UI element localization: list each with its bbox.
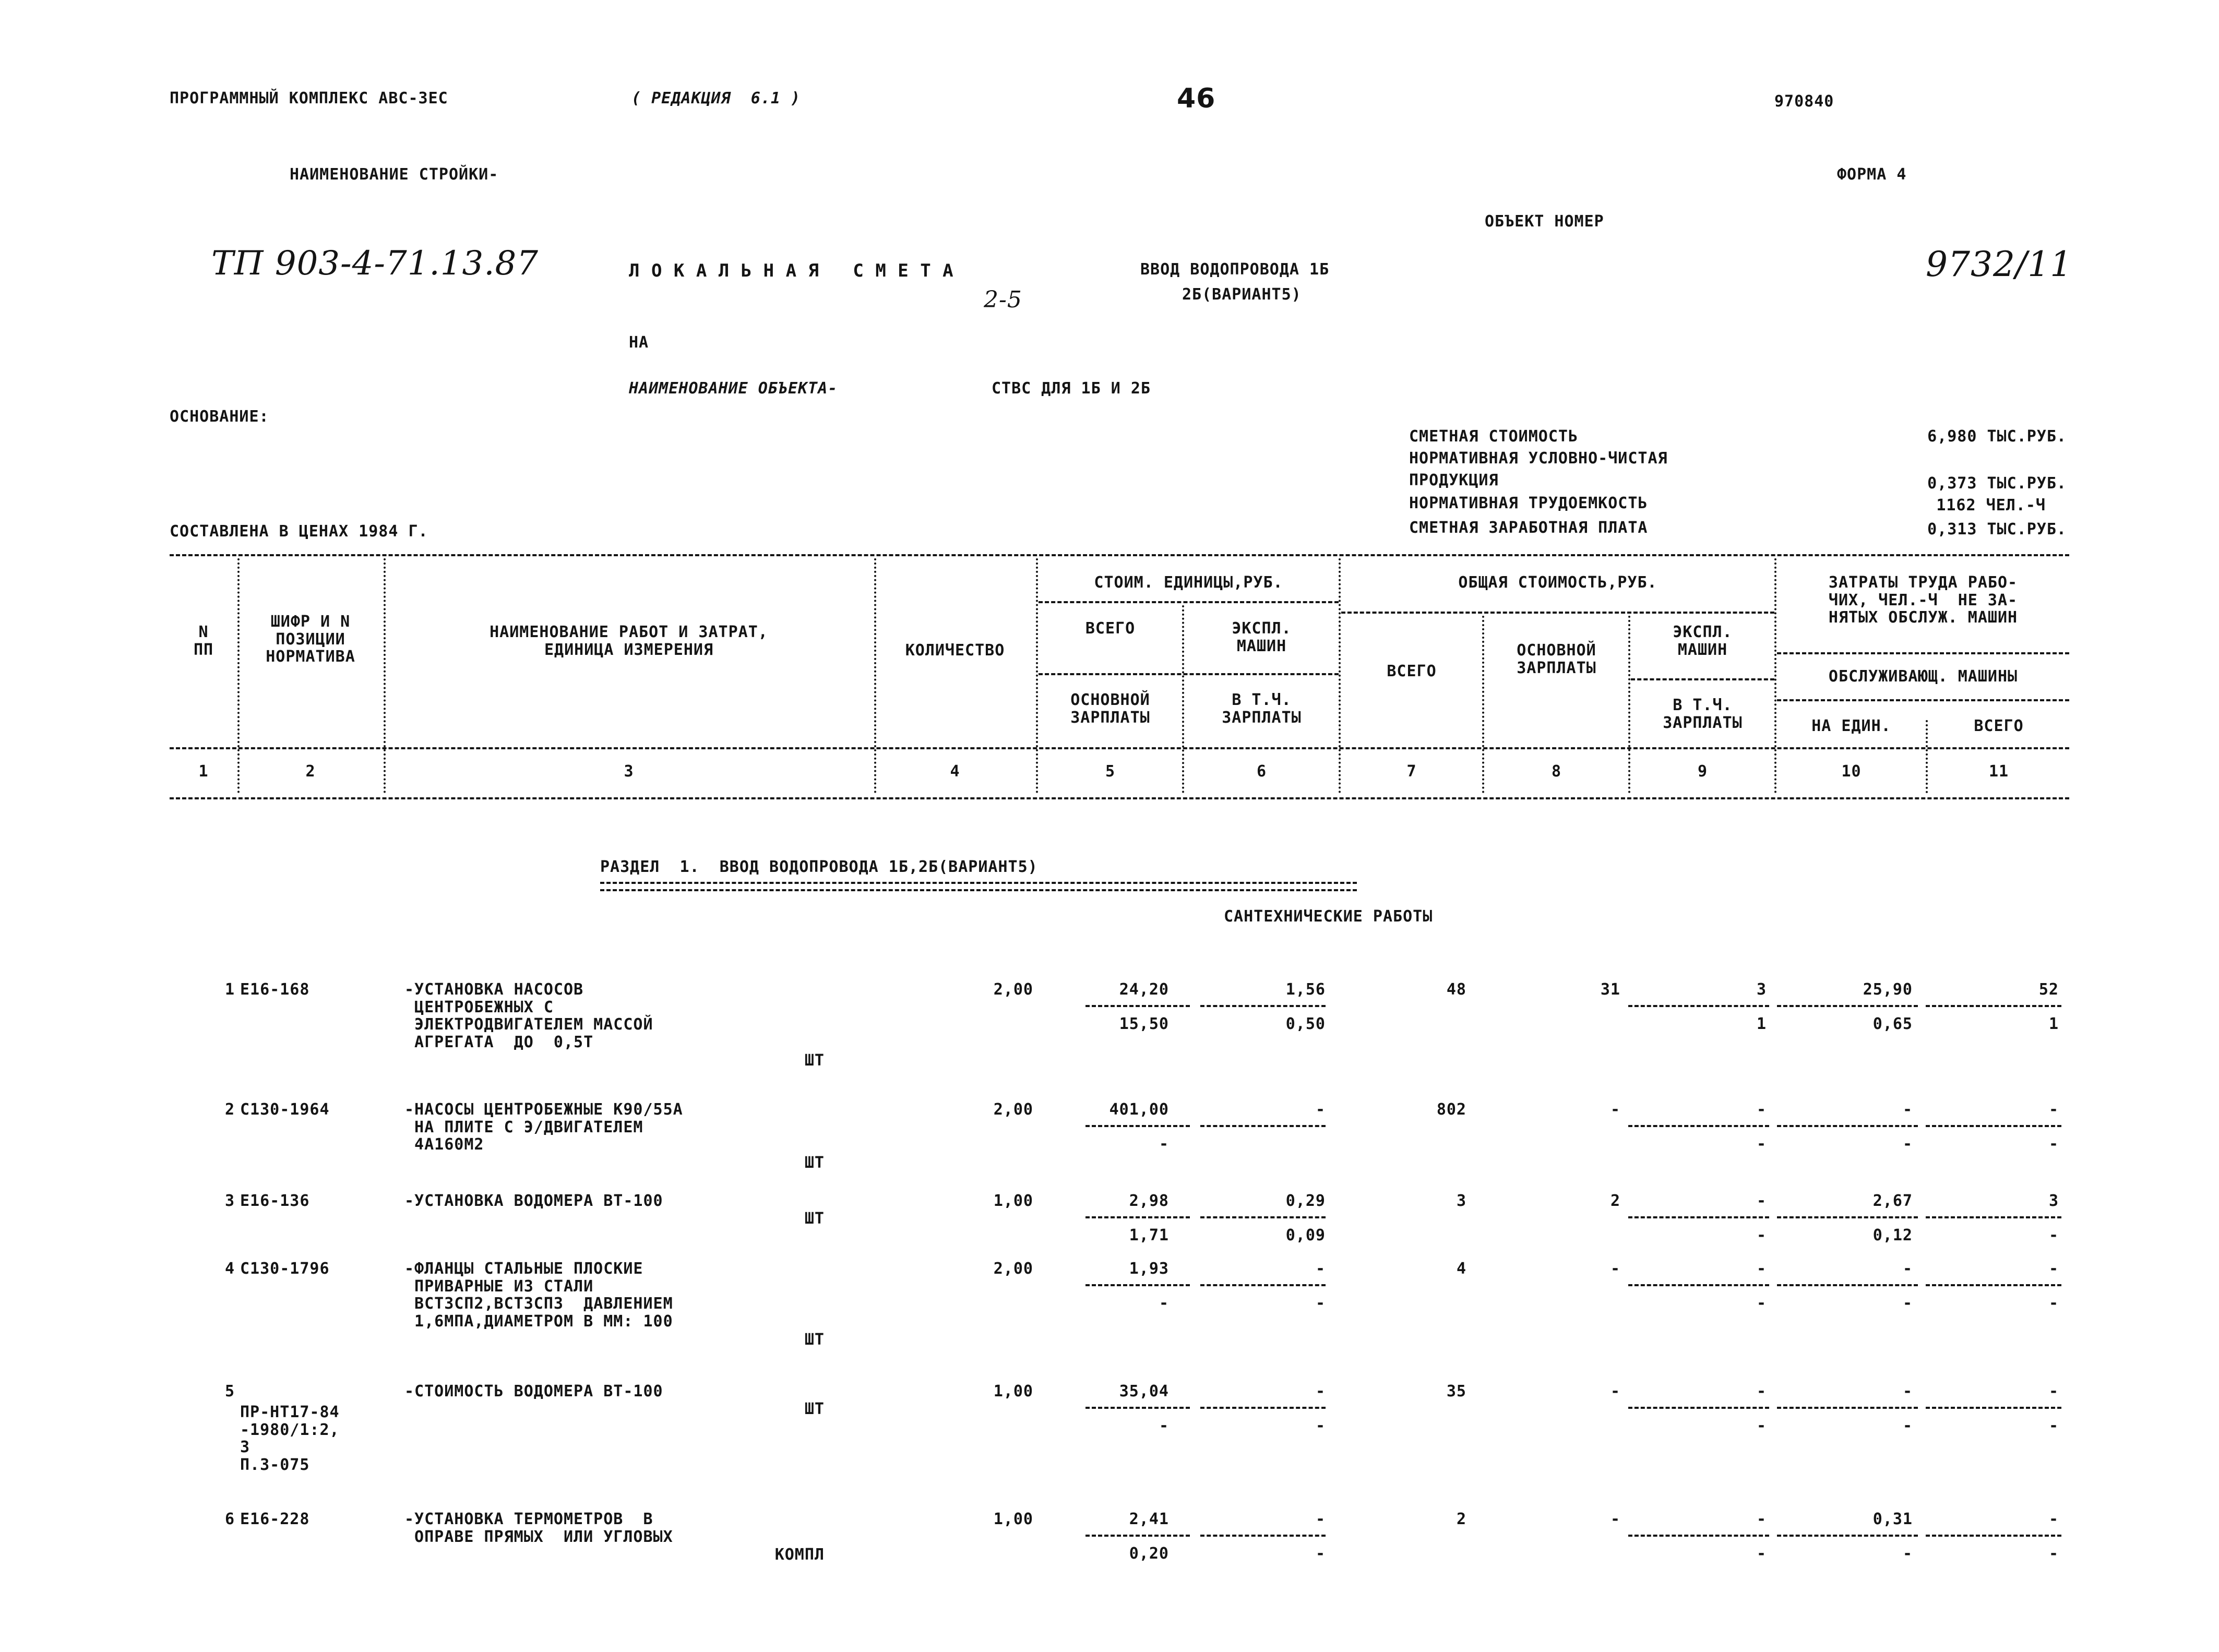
row-c6-lower: -: [1315, 1417, 1326, 1435]
row-name: -УСТАНОВКА НАСОСОВ ЦЕНТРОБЕЖНЫХ С ЭЛЕКТРОДВИГАТЕЛЕМ МАССОЙ АГРЕГАТА ДО 0,5Т: [404, 980, 653, 1051]
row-c7: 2: [1456, 1510, 1466, 1528]
row-name: -НАСОСЫ ЦЕНТРОБЕЖНЫЕ К90/55А НА ПЛИТЕ С Э/ДВИГАТЕЛЕМ 4А160М2: [404, 1100, 683, 1154]
section-title: РАЗДЕЛ 1. ВВОД ВОДОПРОВОДА 1Б,2Б(ВАРИАНТ5): [600, 858, 1038, 876]
row-unit: ШТ: [804, 1331, 825, 1349]
row-c7: 3: [1456, 1192, 1466, 1210]
cell-divider-rule: [1085, 1284, 1190, 1286]
cell-divider-rule: [1926, 1005, 2061, 1007]
col-header-total-mach: ЭКСПЛ. МАШИН: [1673, 623, 1733, 659]
col-header-total-cost: ОБЩАЯ СТОИМОСТЬ,РУБ.: [1458, 573, 1657, 592]
row-c9: -: [1756, 1100, 1767, 1119]
col-number: 9: [1697, 762, 1708, 781]
cell-divider-rule: [1777, 1284, 1918, 1286]
row-c5: 2,98: [1129, 1192, 1169, 1210]
row-c6: -: [1315, 1100, 1326, 1119]
row-c5: 1,93: [1129, 1260, 1169, 1278]
row-c9: -: [1756, 1382, 1767, 1400]
row-c11-lower: -: [2048, 1135, 2059, 1153]
row-c5: 401,00: [1109, 1100, 1169, 1119]
col-divider: [1339, 558, 1341, 793]
row-c7: 4: [1456, 1260, 1466, 1278]
row-c11: -: [2048, 1100, 2059, 1119]
cell-divider-rule: [1926, 1216, 2061, 1218]
col-header-labor-service: ОБСЛУЖИВАЮЩ. МАШИНЫ: [1828, 667, 2018, 686]
row-unit: ШТ: [804, 1051, 825, 1070]
row-c5-lower: -: [1159, 1135, 1169, 1153]
row-qty: 1,00: [993, 1510, 1033, 1528]
row-c11-lower: -: [2048, 1226, 2059, 1244]
cell-divider-rule: [1926, 1535, 2061, 1537]
edition: ( РЕДАКЦИЯ 6.1 ): [631, 89, 801, 107]
col-divider: [874, 558, 876, 793]
col-header-total-wage: ОСНОВНОЙ ЗАРПЛАТЫ: [1517, 641, 1596, 677]
row-number: 4: [224, 1260, 235, 1278]
row-c7: 802: [1436, 1100, 1466, 1119]
basis-label: ОСНОВАНИЕ:: [170, 408, 269, 426]
row-qty: 2,00: [993, 980, 1033, 999]
col-number: 3: [624, 762, 634, 781]
row-c10: 25,90: [1863, 980, 1913, 999]
program-name: ПРОГРАММНЫЙ КОМПЛЕКС АВС-3ЕС: [170, 89, 448, 107]
col-divider: [1926, 720, 1928, 793]
row-qty: 2,00: [993, 1100, 1033, 1119]
row-c10: -: [1902, 1382, 1913, 1400]
cell-divider-rule: [1628, 1125, 1769, 1127]
summary-value-1: 6,980 ТЫС.РУБ.: [1927, 427, 2067, 446]
row-c9-lower: -: [1756, 1226, 1767, 1244]
summary-label-1: СМЕТНАЯ СТОИМОСТЬ: [1409, 427, 1579, 446]
smeta-title: Л О К А Л Ь Н А Я С М Е Т А: [629, 260, 954, 281]
row-code: С130-1964: [240, 1100, 330, 1119]
cell-divider-rule: [1777, 1535, 1918, 1537]
row-c11-lower: -: [2048, 1417, 2059, 1435]
row-unit: КОМПЛ: [774, 1546, 825, 1564]
row-name: -ФЛАНЦЫ СТАЛЬНЫЕ ПЛОСКИЕ ПРИВАРНЫЕ ИЗ СТАЛИ ВСТ3СП2,ВСТ3СП3 ДАВЛЕНИЕМ 1,6МПА,ДИАМЕТРОМ В ММ: 100: [404, 1260, 673, 1331]
row-c5: 2,41: [1129, 1510, 1169, 1528]
row-code: ПР-НТ17-84 -1980/1:2, 3 П.3-075: [240, 1403, 340, 1474]
cell-divider-rule: [1628, 1535, 1769, 1537]
row-number: 1: [224, 980, 235, 999]
cell-divider-rule: [1085, 1005, 1190, 1007]
tp-code: ТП 903-4-71.13.87: [211, 244, 539, 283]
cell-divider-rule: [1777, 1407, 1918, 1409]
row-c11-lower: -: [2048, 1294, 2059, 1312]
object-number-label: ОБЪЕКТ НОМЕР: [1485, 212, 1604, 231]
row-c9: -: [1756, 1510, 1767, 1528]
cell-divider-rule: [1926, 1407, 2061, 1409]
col-number: 11: [1988, 762, 2009, 781]
compiled-prices: СОСТАВЛЕНА В ЦЕНАХ 1984 Г.: [170, 522, 428, 541]
row-c5-lower: 1,71: [1129, 1226, 1169, 1244]
row-c8: -: [1610, 1100, 1620, 1119]
header-subrule: [1341, 612, 1774, 614]
col-header-labor-unit: НА ЕДИН.: [1811, 717, 1891, 735]
row-c6: -: [1315, 1260, 1326, 1278]
cell-divider-rule: [1628, 1407, 1769, 1409]
col-divider: [1036, 558, 1038, 793]
row-c10: -: [1902, 1100, 1913, 1119]
row-code: Е16-228: [240, 1510, 310, 1528]
row-number: 5: [224, 1382, 235, 1400]
row-unit: ШТ: [804, 1210, 825, 1228]
cell-divider-rule: [1926, 1284, 2061, 1286]
section-subtitle: САНТЕХНИЧЕСКИЕ РАБОТЫ: [1224, 907, 1433, 926]
row-c5: 24,20: [1119, 980, 1169, 999]
row-c9: -: [1756, 1192, 1767, 1210]
cell-divider-rule: [1200, 1216, 1326, 1218]
cell-divider-rule: [1926, 1125, 2061, 1127]
cell-divider-rule: [1200, 1407, 1326, 1409]
row-qty: 1,00: [993, 1192, 1033, 1210]
row-code: Е16-168: [240, 980, 310, 999]
row-c10-lower: -: [1902, 1417, 1913, 1435]
row-number: 2: [224, 1100, 235, 1119]
row-c7: 48: [1446, 980, 1466, 999]
row-c11: -: [2048, 1382, 2059, 1400]
row-c11: 52: [2038, 980, 2059, 999]
row-name: -СТОИМОСТЬ ВОДОМЕРА ВТ-100: [404, 1382, 663, 1400]
row-c10: 2,67: [1872, 1192, 1913, 1210]
row-c10-lower: 0,65: [1872, 1015, 1913, 1033]
object-name-label: НАИМЕНОВАНИЕ ОБЪЕКТА-: [629, 379, 838, 398]
summary-value-4: 1162 ЧЕЛ.-Ч: [1936, 496, 2046, 514]
summary-value-5: 0,313 ТЫС.РУБ.: [1927, 520, 2067, 538]
col-header-unit-mach-wage: В Т.Ч. ЗАРПЛАТЫ: [1222, 691, 1302, 727]
object-name: СТВС ДЛЯ 1Б И 2Б: [992, 379, 1151, 398]
header-subrule: [1039, 673, 1339, 675]
row-c6-lower: -: [1315, 1294, 1326, 1312]
col-header-n: N ПП: [193, 623, 214, 659]
row-c5-lower: 0,20: [1129, 1545, 1169, 1563]
summary-label-4: НОРМАТИВНАЯ ТРУДОЕМКОСТЬ: [1409, 494, 1648, 512]
summary-label-3: ПРОДУКЦИЯ: [1409, 471, 1499, 489]
row-c6-lower: 0,50: [1285, 1015, 1326, 1033]
cell-divider-rule: [1200, 1005, 1326, 1007]
col-divider: [384, 558, 386, 793]
row-number: 3: [224, 1192, 235, 1210]
row-name: -УСТАНОВКА ВОДОМЕРА ВТ-100: [404, 1192, 663, 1210]
col-header-labor: ЗАТРАТЫ ТРУДА РАБО- ЧИХ, ЧЕЛ.-Ч НЕ ЗА- НЯТЫХ ОБСЛУЖ. МАШИН: [1828, 573, 2018, 627]
row-c9: 3: [1756, 980, 1767, 999]
summary-label-2: НОРМАТИВНАЯ УСЛОВНО-ЧИСТАЯ: [1409, 449, 1668, 468]
cell-divider-rule: [1200, 1284, 1326, 1286]
section-underline: [600, 882, 1357, 891]
col-header-name: НАИМЕНОВАНИЕ РАБОТ И ЗАТРАТ, ЕДИНИЦА ИЗМЕРЕНИЯ: [490, 623, 768, 659]
row-c8: -: [1610, 1510, 1620, 1528]
cell-divider-rule: [1085, 1125, 1190, 1127]
row-c6: 1,56: [1285, 980, 1326, 999]
cell-divider-rule: [1085, 1216, 1190, 1218]
summary-label-5: СМЕТНАЯ ЗАРАБОТНАЯ ПЛАТА: [1409, 519, 1648, 537]
row-c5-lower: 15,50: [1119, 1015, 1169, 1033]
col-divider: [237, 558, 240, 793]
col-divider: [1774, 558, 1776, 793]
header-subrule: [1631, 678, 1774, 680]
col-number: 1: [198, 762, 209, 781]
cell-divider-rule: [1628, 1216, 1769, 1218]
col-number: 6: [1256, 762, 1267, 781]
row-c8: 2: [1610, 1192, 1620, 1210]
row-c9-lower: 1: [1756, 1015, 1767, 1033]
cell-divider-rule: [1628, 1005, 1769, 1007]
table-number-rule: [170, 797, 2069, 799]
cell-divider-rule: [1200, 1125, 1326, 1127]
row-c10-lower: -: [1902, 1545, 1913, 1563]
row-c8: -: [1610, 1382, 1620, 1400]
row-c9-lower: -: [1756, 1417, 1767, 1435]
construction-name-label: НАИМЕНОВАНИЕ СТРОЙКИ-: [290, 165, 499, 184]
col-header-labor-total: ВСЕГО: [1974, 717, 2024, 735]
header-subrule: [1777, 699, 2069, 701]
object-code: 9732/11: [1926, 244, 2073, 284]
col-number: 10: [1841, 762, 1862, 781]
col-header-unit-mach: ЭКСПЛ. МАШИН: [1232, 619, 1292, 655]
na-label: НА: [629, 333, 649, 352]
page-number: 46: [1177, 83, 1216, 114]
row-c6: -: [1315, 1510, 1326, 1528]
cell-divider-rule: [1777, 1125, 1918, 1127]
cell-divider-rule: [1085, 1535, 1190, 1537]
row-c11: -: [2048, 1260, 2059, 1278]
row-number: 6: [224, 1510, 235, 1528]
summary-value-3: 0,373 ТЫС.РУБ.: [1927, 474, 2067, 493]
header-subrule: [1777, 652, 2069, 654]
cell-divider-rule: [1200, 1535, 1326, 1537]
row-name: -УСТАНОВКА ТЕРМОМЕТРОВ В ОПРАВЕ ПРЯМЫХ ИЛИ УГЛОВЫХ: [404, 1510, 673, 1546]
row-c9-lower: -: [1756, 1135, 1767, 1153]
row-c7: 35: [1446, 1382, 1466, 1400]
col-number: 8: [1551, 762, 1562, 781]
top-right-code: 970840: [1774, 92, 1834, 111]
col-header-total-all: ВСЕГО: [1387, 662, 1437, 680]
row-c5-lower: -: [1159, 1294, 1169, 1312]
row-c5: 35,04: [1119, 1382, 1169, 1400]
table-header-rule: [170, 747, 2069, 749]
row-c6-lower: 0,09: [1285, 1226, 1326, 1244]
col-number: 2: [305, 762, 316, 781]
col-header-unit-wage: ОСНОВНОЙ ЗАРПЛАТЫ: [1070, 691, 1150, 727]
col-header-total-mach-wage: В Т.Ч. ЗАРПЛАТЫ: [1663, 696, 1743, 732]
row-c10-lower: 0,12: [1872, 1226, 1913, 1244]
row-qty: 2,00: [993, 1260, 1033, 1278]
row-c10: 0,31: [1872, 1510, 1913, 1528]
cell-divider-rule: [1085, 1407, 1190, 1409]
row-c10-lower: -: [1902, 1294, 1913, 1312]
row-c10-lower: -: [1902, 1135, 1913, 1153]
col-number: 5: [1105, 762, 1116, 781]
row-unit: ШТ: [804, 1400, 825, 1418]
smeta-subject-line2: 2Б(ВАРИАНТ5): [1182, 285, 1302, 304]
row-c6-lower: -: [1315, 1545, 1326, 1563]
col-divider: [1182, 605, 1184, 793]
row-c9-lower: -: [1756, 1294, 1767, 1312]
row-code: С130-1796: [240, 1260, 330, 1278]
row-c11: -: [2048, 1510, 2059, 1528]
table-top-rule: [170, 554, 2069, 556]
cell-divider-rule: [1628, 1284, 1769, 1286]
row-qty: 1,00: [993, 1382, 1033, 1400]
row-c9-lower: -: [1756, 1545, 1767, 1563]
col-number: 4: [950, 762, 960, 781]
row-c6: -: [1315, 1382, 1326, 1400]
row-c11: 3: [2048, 1192, 2059, 1210]
col-header-unit-total: ВСЕГО: [1085, 619, 1136, 638]
smeta-subject-line1: ВВОД ВОДОПРОВОДА 1Б: [1140, 260, 1330, 279]
row-c6: 0,29: [1285, 1192, 1326, 1210]
col-divider: [1482, 616, 1484, 793]
col-header-unit-cost: СТОИМ. ЕДИНИЦЫ,РУБ.: [1094, 573, 1283, 592]
row-c10: -: [1902, 1260, 1913, 1278]
row-c11-lower: 1: [2048, 1015, 2059, 1033]
col-divider: [1628, 616, 1630, 793]
col-header-qty: КОЛИЧЕСТВО: [905, 641, 1005, 660]
row-unit: ШТ: [804, 1154, 825, 1172]
header-subrule: [1039, 601, 1339, 603]
row-c9: -: [1756, 1260, 1767, 1278]
smeta-number: 2-5: [984, 286, 1022, 313]
row-c8: -: [1610, 1260, 1620, 1278]
col-number: 7: [1406, 762, 1417, 781]
row-c5-lower: -: [1159, 1417, 1169, 1435]
col-header-code: ШИФР И N ПОЗИЦИИ НОРМАТИВА: [266, 613, 355, 666]
row-code: Е16-136: [240, 1192, 310, 1210]
cell-divider-rule: [1777, 1005, 1918, 1007]
cell-divider-rule: [1777, 1216, 1918, 1218]
row-c8: 31: [1600, 980, 1620, 999]
form-label: ФОРМА 4: [1837, 165, 1907, 184]
row-c11-lower: -: [2048, 1545, 2059, 1563]
